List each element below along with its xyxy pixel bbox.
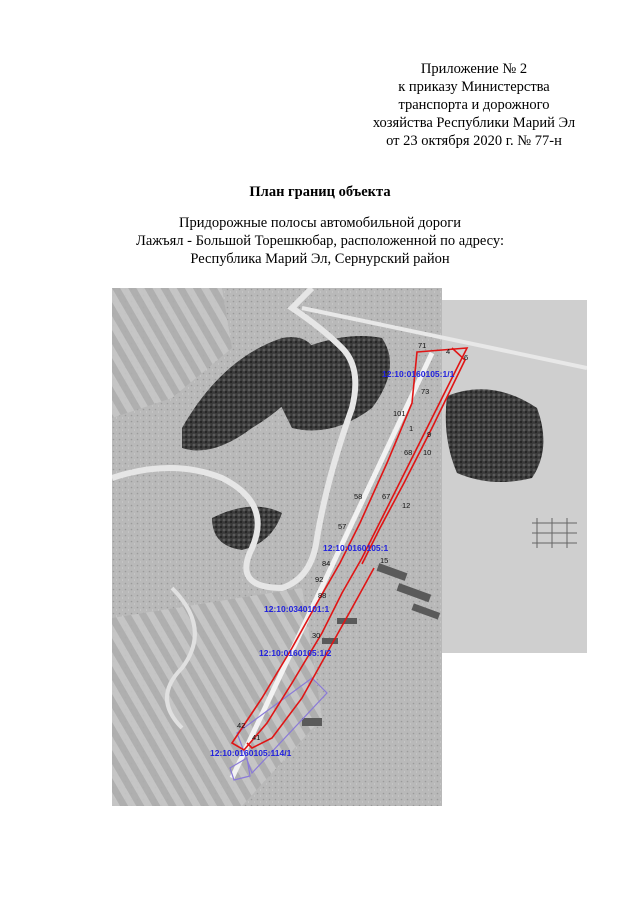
point-label: 6 [464, 353, 469, 362]
point-label: 30 [312, 631, 321, 640]
document-title: План границ объекта [249, 184, 391, 200]
point-label: 15 [380, 556, 389, 565]
appendix-line: Приложение № 2 [420, 61, 528, 77]
appendix-line: от 23 октября 2020 г. № 77-н [386, 133, 562, 149]
description-line: Республика Марий Эл, Сернурский район [190, 251, 450, 267]
point-label: 12 [402, 501, 411, 510]
parcel-label: 12:10:0160105:114/1 [210, 748, 292, 758]
point-label: 4 [446, 347, 451, 356]
forest-patch [446, 389, 544, 482]
grid-structures [532, 518, 577, 548]
appendix-line: хозяйства Республики Марий Эл [372, 115, 576, 131]
point-label: 41 [252, 733, 261, 742]
point-label: 9 [427, 430, 432, 439]
boundary-map [112, 288, 587, 806]
point-label: 42 [237, 721, 246, 730]
point-label: 92 [315, 575, 324, 584]
point-label: 101 [393, 409, 406, 418]
point-label: 88 [318, 591, 327, 600]
aerial-map-image [112, 288, 587, 806]
point-label: 84 [322, 559, 331, 568]
point-label: 68 [404, 448, 413, 457]
object-description [0, 214, 640, 268]
parcel-label: 12:10:0160105:1/2 [259, 648, 332, 658]
appendix-line: к приказу Министерства [398, 79, 550, 95]
description-line: Лажъял - Большой Торешкюбар, расположенной по адресу: [136, 233, 504, 249]
point-label: 1 [409, 424, 414, 433]
parcel-label: 12:10:0340101:1 [264, 604, 330, 614]
appendix-header [350, 60, 598, 150]
point-label: 58 [354, 492, 363, 501]
point-label: 10 [423, 448, 432, 457]
point-label: 57 [338, 522, 347, 531]
parcel-label: 12:10:0160105:1/1 [382, 369, 455, 379]
appendix-line: транспорта и дорожного [398, 97, 550, 113]
description-line: Придорожные полосы автомобильной дороги [179, 215, 461, 231]
parcel-label: 12:10:0160105:1 [323, 543, 389, 553]
point-label: 71 [418, 341, 427, 350]
point-label: 67 [382, 492, 391, 501]
point-label: 73 [421, 387, 430, 396]
